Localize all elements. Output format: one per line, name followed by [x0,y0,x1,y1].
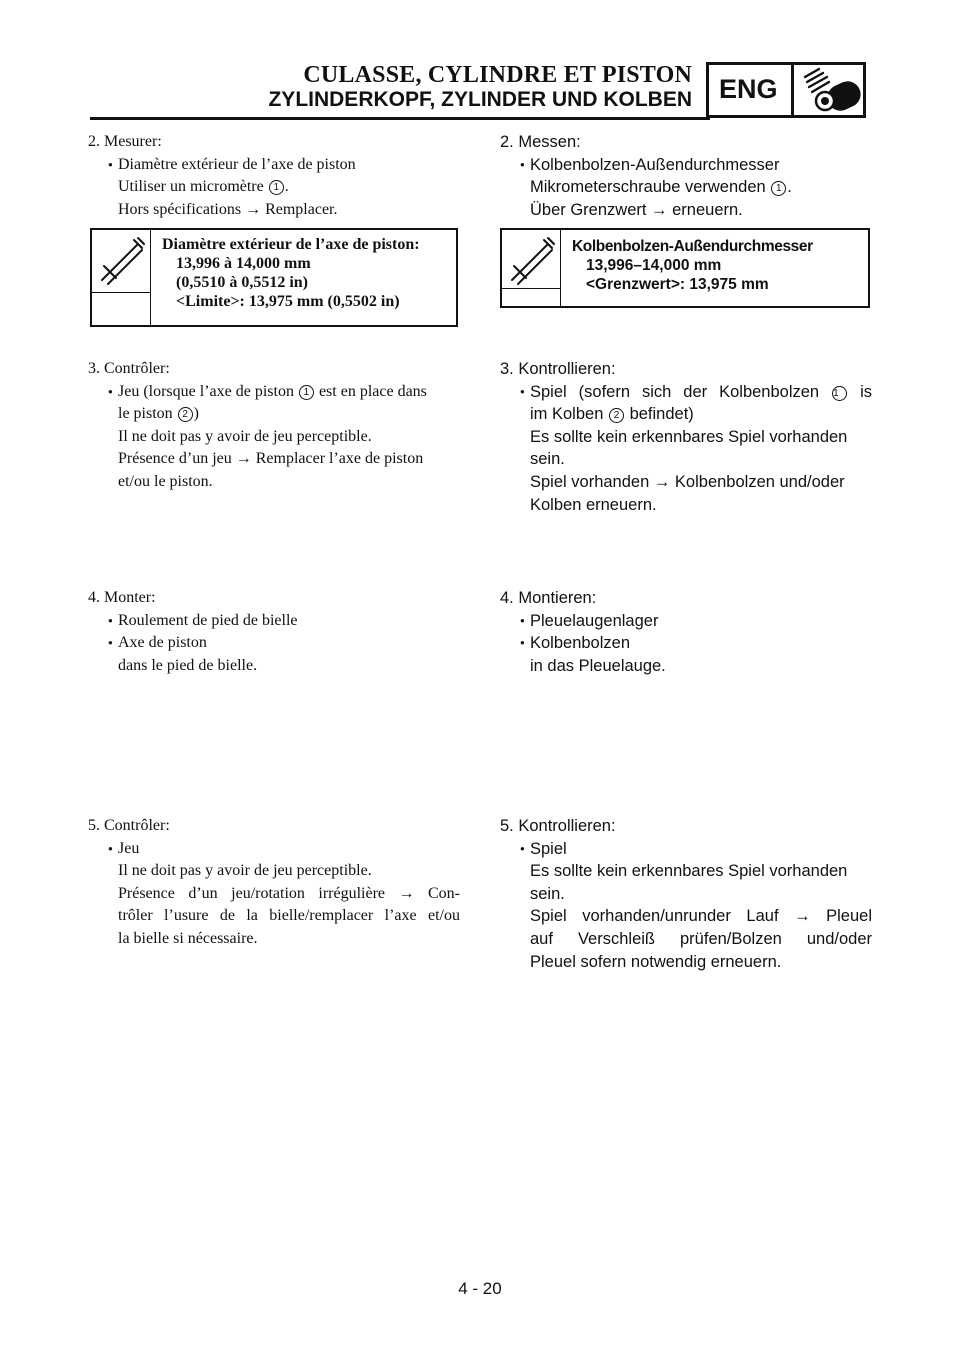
de-step-3 [500,358,872,516]
de-step-5-bullet: ● Spiel [500,838,872,861]
de-step-5-note-cont: sein. [530,884,565,903]
fr-spec-limit: <Limite>: 13,975 mm (0,5502 in) [176,293,400,310]
ref-number-1: 1 [771,181,786,196]
fr-step-3-bullet-text: Jeu (lorsque l’axe de piston [118,382,294,400]
de-step-5-heading: 5. Kontrollieren: [500,817,616,835]
fr-step-3-note: Il ne doit pas y avoir de jeu perceptible. [118,427,372,445]
fr-spec-box [90,228,458,327]
de-step-2-heading: 2. Messen: [500,133,581,151]
fr-step-4-heading: 4. Monter: [88,589,156,606]
eng-badge [706,62,866,118]
fr-step-2-tool-text: Utiliser un micromètre [118,178,264,196]
spec-divider [502,288,560,289]
fr-step-5-note: Il ne doit pas y avoir de jeu perceptible. [118,862,372,880]
header-rule [90,117,710,120]
caliper-tool-icon [98,236,146,286]
ref-number-1: 1 [299,385,314,400]
de-step-2 [500,131,872,221]
de-step-4-note: in das Pleuelauge. [530,656,666,675]
fr-step-2-action: Hors spécifications → Remplacer. [118,200,338,218]
de-step-2-tool-line: Mikrometerschraube verwenden 1 . [530,178,792,197]
de-step-3-action-cont: Kolben erneuern. [530,495,657,514]
de-step-3-note-cont: sein. [530,450,565,469]
fr-step-4 [88,587,460,677]
ref-number-2: 2 [609,408,624,423]
fr-step-5-action: Présence d’un jeu/rotation irrégulière → Con- [118,884,460,902]
de-spec-value: 13,996–14,000 mm [586,257,722,274]
fr-step-2-tool-line: Utiliser un micromètre 1 . [118,178,289,196]
engine-piston-icon [799,67,865,115]
ref-number-1: 1 [832,386,847,401]
de-step-3-heading: 3. Kontrollieren: [500,360,616,378]
de-step-5-action-end: Pleuel sofern notwendig erneuern. [530,952,782,971]
de-step-2-action: Über Grenzwert → erneuern. [530,200,743,219]
ref-number-1: 1 [269,180,284,195]
de-step-3-bullet-text-3: im Kolben [530,405,604,424]
de-step-5-action-cont: auf Verschleiß prüfen/Bolzen und/oder [530,929,872,948]
fr-step-5-heading: 5. Contrôler: [88,817,170,834]
fr-step-2-bullet: ● Diamètre extérieur de l’axe de piston [88,154,460,177]
fr-step-3-bullet [88,381,460,404]
fr-step-3-bullet-text-3: le piston [118,405,173,423]
page-number: 4 - 20 [458,1279,502,1298]
fr-step-5-action-end: la bielle si nécessaire. [118,929,258,947]
de-step-3-bullet [500,381,872,404]
fr-step-3-bullet-text-2: est en place dans [318,382,427,400]
de-step-3-bullet-text: Spiel (sofern sich der Kolbenbolzen [530,382,820,401]
section-title-de: ZYLINDERKOPF, ZYLINDER UND KOLBEN [268,88,692,111]
de-step-3-bullet-text-4: befindet) [629,405,694,424]
fr-spec-title: Diamètre extérieur de l’axe de piston: [162,236,420,253]
de-step-4-heading: 4. Montieren: [500,589,597,607]
fr-step-3-action: Présence d’un jeu → Remplacer l’axe de piston [118,450,424,468]
fr-step-3-action-cont: et/ou le piston. [118,472,213,490]
fr-step-4-bullet-1: ● Roulement de pied de bielle [88,610,460,633]
de-step-3-bullet-text-2: is [860,382,873,401]
spec-divider [150,230,151,325]
de-step-3-action: Spiel vorhanden → Kolbenbolzen und/oder [530,472,845,491]
fr-step-4-note: dans le pied de bielle. [118,656,258,674]
de-step-3-bullet-cont [500,403,872,426]
fr-step-4-bullet-2: ● Axe de piston [88,632,460,655]
fr-step-2-heading: 2. Mesurer: [88,133,162,150]
fr-step-3-heading: 3. Contrôler: [88,360,170,377]
fr-spec-value: 13,996 à 14,000 mm [176,255,311,272]
de-step-5-note: Es sollte kein erkennbares Spiel vorhanden [530,862,848,881]
fr-step-3 [88,358,460,494]
de-spec-title: Kolbenbolzen-Außendurchmesser [572,238,813,255]
de-step-4-bullet-2: ● Kolbenbolzen [500,632,872,655]
fr-step-5-bullet: ● Jeu [88,838,460,861]
fr-step-5 [88,815,460,951]
de-step-5 [500,815,872,973]
spec-divider [560,230,561,306]
eng-label: ENG [719,74,778,104]
caliper-tool-icon [508,236,556,286]
de-step-5-action: Spiel vorhanden/unrunder Lauf → Pleuel [530,907,872,926]
spec-divider [92,292,150,293]
fr-spec-text [162,235,420,311]
de-step-4 [500,587,872,677]
fr-spec-value-in: (0,5510 à 0,5512 in) [176,274,308,291]
badge-divider [791,65,794,115]
fr-step-5-action-cont: trôler l’usure de la bielle/remplacer l’axe et/ou [118,907,460,925]
ref-number-2: 2 [178,407,193,422]
de-step-2-bullet: ● Kolbenbolzen-Außendurchmesser [500,154,872,177]
de-step-3-note: Es sollte kein erkennbares Spiel vorhanden [530,427,848,446]
de-spec-text [572,237,813,294]
de-spec-limit: <Grenzwert>: 13,975 mm [586,276,769,293]
section-title-fr: CULASSE, CYLINDRE ET PISTON [303,62,692,88]
de-spec-box [500,228,870,308]
fr-step-2 [88,131,460,221]
de-step-2-tool-text: Mikrometerschraube verwenden [530,178,766,197]
fr-step-3-bullet-cont: le piston 2 ) [118,405,199,423]
de-step-4-bullet-1: ● Pleuelaugenlager [500,610,872,633]
